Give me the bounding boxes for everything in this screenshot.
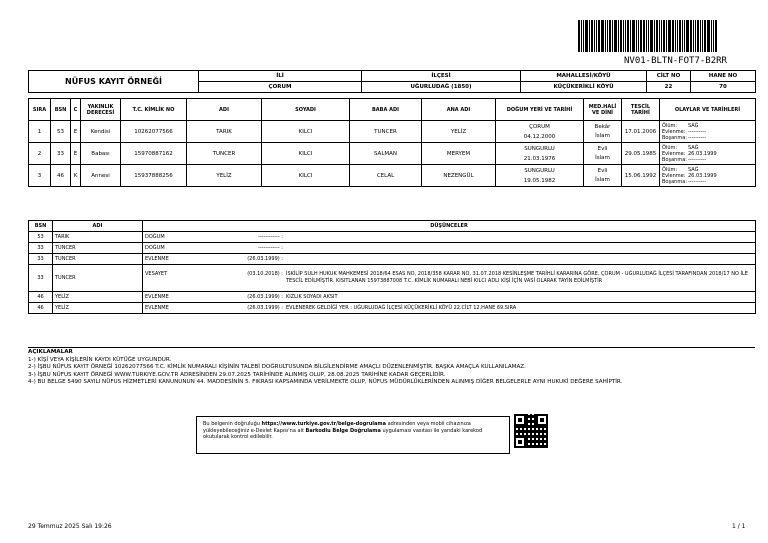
persons-table <box>28 98 756 187</box>
person-sira: 1 <box>29 121 51 143</box>
olay-line <box>662 179 753 185</box>
dogum-yeri: SUNGURLU <box>524 167 555 174</box>
person-tescil: 29.05.1985 <box>622 143 660 165</box>
ilce-label: İLÇESİ <box>362 71 521 82</box>
note-content <box>143 305 755 312</box>
barcode-bar <box>677 20 678 52</box>
olay-label: Evlenme: <box>662 150 686 157</box>
column-header: YAKINLIK DERECESİ <box>81 99 121 121</box>
barcode-bar <box>640 20 642 52</box>
person-sira: 2 <box>29 143 51 165</box>
olay-label: Ölüm: <box>662 122 678 129</box>
column-header: BSN <box>51 99 71 121</box>
note-bsn: 46 <box>29 292 53 303</box>
person-baba: SALMAN <box>350 143 422 165</box>
person-bsn: 53 <box>51 121 71 143</box>
verification-box <box>196 416 510 454</box>
person-ana: NEZENGÜL <box>422 165 496 187</box>
note-text: EVLENEREK GELDİĞİ YER : UĞURLUDAĞ İLÇESİ KÜÇÜKERİKLİ KÖYÜ 22.CİLT 12.HANE 69.SIRA <box>286 304 517 311</box>
notes-bsn-header: BSN <box>29 221 53 232</box>
column-header: TESCİL TARİHİ <box>622 99 660 121</box>
person-medeni-din <box>584 165 622 187</box>
person-bsn: 46 <box>51 165 71 187</box>
note-content <box>143 256 755 262</box>
note-dusunce <box>143 303 756 314</box>
barcode-bar <box>646 20 647 52</box>
dogum-tarihi: 21.03.1976 <box>523 155 556 162</box>
note-text <box>286 245 755 251</box>
verify-text-1: Bu belgenin doğruluğu <box>203 421 262 427</box>
person-yakinlik: Annesi <box>81 165 121 187</box>
olay-value: ---------- <box>688 128 707 135</box>
column-header: T.C. KİMLİK NO <box>121 99 187 121</box>
person-dogum <box>496 143 584 165</box>
persons-header-row <box>29 99 756 121</box>
barcode-bar <box>695 20 696 52</box>
person-tescil: 17.01.2006 <box>622 121 660 143</box>
cilt-value: 22 <box>647 82 691 93</box>
din: İslam <box>595 177 610 183</box>
note-adi: TARIK <box>53 232 143 243</box>
person-olaylar <box>660 143 756 165</box>
note-text <box>286 256 755 262</box>
note-type: EVLENME <box>143 256 226 262</box>
note-bsn: 33 <box>29 254 53 265</box>
barcode-bar <box>585 20 588 52</box>
barcode-bar <box>643 20 645 52</box>
note-row <box>29 243 756 254</box>
person-baba: CELAL <box>350 165 422 187</box>
note-dusunce <box>143 254 756 265</box>
note-type: VESAYET <box>143 271 226 285</box>
person-tc: 15970887162 <box>121 143 187 165</box>
note-bsn: 33 <box>29 265 53 292</box>
note-row <box>29 292 756 303</box>
note-row <box>29 265 756 292</box>
barcode-bar <box>578 20 580 52</box>
person-dogum <box>496 165 584 187</box>
header-table <box>28 70 756 93</box>
barcode-bar <box>713 20 714 52</box>
barcode-bar <box>625 20 626 52</box>
verify-text-2: adresinden veya mobil cihazınıza yükleyebileceğiniz e-Devlet Kapısı'na ait <box>203 421 471 434</box>
barcode-bar <box>612 20 613 52</box>
barcode-bar <box>679 20 681 52</box>
barcode-bar <box>636 20 637 52</box>
note-type: DOĞUM <box>143 234 226 240</box>
olay-label: Evlenme: <box>662 128 686 135</box>
note-date: (03.10.2018) : <box>247 271 283 277</box>
person-adi: YELİZ <box>187 165 262 187</box>
barcode-bar <box>627 20 629 52</box>
il-value: ÇORUM <box>199 82 362 93</box>
barcode-bar <box>693 20 694 52</box>
note-bsn: 46 <box>29 303 53 314</box>
note-type: EVLENME <box>143 305 226 312</box>
barcode-bar <box>682 20 683 52</box>
barcode-bar <box>620 20 622 52</box>
medeni-hal: Bekâr <box>594 124 611 130</box>
barcode-bar <box>605 20 606 52</box>
ilce-value: UĞURLUDAĞ (1850) <box>362 82 521 93</box>
person-olaylar <box>660 121 756 143</box>
note-bsn: 33 <box>29 243 53 254</box>
barcode-bar <box>704 20 706 52</box>
barcode-bar <box>581 20 582 52</box>
aciklama-item: 2-) İŞBU NÜFUS KAYIT ÖRNEĞİ 10262077566 T.C. KİMLİK NUMARALI KİŞİNİN TALEBİ DOĞRULTUSUNDA BİLGİLENDİRME AMAÇLI DÜZENLENMİŞTİR. BAŞKA AMAÇLA KULLANILAMAZ. <box>28 364 526 370</box>
note-type: EVLENME <box>143 294 226 301</box>
barcode-bar <box>675 20 676 52</box>
footer-page: 1 / 1 <box>732 523 746 530</box>
person-yakinlik: Kendisi <box>81 121 121 143</box>
notes-adi-header: ADI <box>53 221 143 232</box>
barcode-bar <box>663 20 665 52</box>
note-date: ------------ : <box>258 245 283 251</box>
barcode-bar <box>648 20 649 52</box>
person-row <box>29 165 756 187</box>
document-title: NÜFUS KAYIT ÖRNEĞİ <box>29 71 199 93</box>
note-content <box>143 271 755 285</box>
cilt-label: CİLT NO <box>647 71 691 82</box>
olay-value: SAĞ <box>688 122 699 129</box>
olay-label: Evlenme: <box>662 172 686 179</box>
person-medeni-din <box>584 143 622 165</box>
olay-value: ---------- <box>688 156 707 163</box>
barcode-bar <box>700 20 701 52</box>
person-c: K <box>71 165 81 187</box>
olay-value: 26.03.1999 <box>688 150 717 157</box>
note-content <box>143 234 755 240</box>
column-header: OLAYLAR VE TARİHLERİ <box>660 99 756 121</box>
olay-value: 26.03.1999 <box>688 172 717 179</box>
olay-label: Boşanma: <box>662 178 687 185</box>
note-dusunce <box>143 232 756 243</box>
hane-value: 70 <box>691 82 756 93</box>
person-sira: 3 <box>29 165 51 187</box>
note-adi: YELİZ <box>53 303 143 314</box>
note-adi: TUNCER <box>53 243 143 254</box>
olay-value: ---------- <box>688 134 707 141</box>
barcode-bar <box>596 20 597 52</box>
olay-label: Boşanma: <box>662 134 687 141</box>
dogum-yeri: SUNGURLU <box>524 145 555 152</box>
dogum-yeri: ÇORUM <box>529 123 550 130</box>
note-adi: TUNCER <box>53 254 143 265</box>
person-olaylar <box>660 165 756 187</box>
verify-text-3: uygulaması vasıtası ile yandaki karekod okutularak kontrol edilebilir. <box>203 427 483 440</box>
person-tc: 10262077566 <box>121 121 187 143</box>
mahalle-value: KÜÇÜKERİKLİ KÖYÜ <box>521 82 647 93</box>
olay-value: SAĞ <box>688 166 699 173</box>
barcode-bar <box>684 20 685 52</box>
person-c: E <box>71 121 81 143</box>
verify-app-name: Barkodlu Belge Doğrulama <box>305 427 381 434</box>
barcode-bar <box>654 20 655 52</box>
barcode-bar <box>591 20 593 52</box>
document-code: NV01-BLTN-FOT7-B2RR <box>624 56 727 66</box>
person-tc: 15937888256 <box>121 165 187 187</box>
barcode-bar <box>672 20 674 52</box>
note-type: DOĞUM <box>143 245 226 251</box>
barcode-bar <box>668 20 671 52</box>
note-date: (26.03.1999) : <box>247 293 283 300</box>
barcode-bar <box>690 20 692 52</box>
column-header: SOYADI <box>262 99 350 121</box>
barcode-bar <box>594 20 595 52</box>
person-c: E <box>71 143 81 165</box>
person-soyadi: KILCI <box>262 121 350 143</box>
barcode-bar <box>659 20 660 52</box>
person-bsn: 33 <box>51 143 71 165</box>
person-dogum <box>496 121 584 143</box>
barcode-bar <box>686 20 689 52</box>
column-header: ADI <box>187 99 262 121</box>
note-dusunce <box>143 265 756 292</box>
notes-dusunceler-header: DÜŞÜNCELER <box>143 221 756 232</box>
hane-label: HANE NO <box>691 71 756 82</box>
person-baba: TUNCER <box>350 121 422 143</box>
barcode-bar <box>632 20 635 52</box>
barcode-bar <box>715 20 717 52</box>
dogum-tarihi: 19.05.1982 <box>523 177 556 184</box>
note-row <box>29 303 756 314</box>
medeni-hal: Evli <box>597 168 608 174</box>
barcode <box>578 20 718 52</box>
aciklama-item: 4-) BU BELGE 5490 SAYILI NÜFUS HİZMETLERİ KANUNUNUN 44. MADDESİNİN 5. FIKRASI KAPSAMINDA VERİLMEKTE OLUP, NÜFUS MÜDÜRLÜKLERİNDEN ALINMIŞ DİĞER BELGELERLE AYNI HUKUKİ DEĞERE SAHİPTİR. <box>28 379 623 385</box>
note-row <box>29 232 756 243</box>
olay-value: ---------- <box>688 178 707 185</box>
note-content <box>143 294 755 301</box>
note-dusunce <box>143 243 756 254</box>
barcode-bar <box>638 20 639 52</box>
olay-value: SAĞ <box>688 144 699 151</box>
footer-date: 29 Temmuz 2025 Salı 19:26 <box>28 523 112 530</box>
din: İslam <box>595 155 610 161</box>
note-date: (26.03.1999) : <box>247 256 283 262</box>
verify-link[interactable]: https://www.turkiye.gov.tr/belge-dogrulama <box>261 421 386 427</box>
column-header: BABA ADI <box>350 99 422 121</box>
barcode-bar <box>661 20 662 52</box>
olay-line <box>662 135 753 141</box>
barcode-bar <box>623 20 624 52</box>
person-ana: MERYEM <box>422 143 496 165</box>
person-soyadi: KILCI <box>262 165 350 187</box>
person-tescil: 15.06.1992 <box>622 165 660 187</box>
note-row <box>29 254 756 265</box>
note-adi: YELİZ <box>53 292 143 303</box>
dogum-tarihi: 04.12.2000 <box>523 133 556 140</box>
barcode-bar <box>598 20 600 52</box>
aciklama-item: 1-) KİŞİ VEYA KİŞİLERİN KAYDI KÜTÜĞE UYGUNDUR. <box>28 356 172 363</box>
note-text: KIZLIK SOYADI AKSIT <box>286 293 338 300</box>
note-date: ------------ : <box>258 234 283 240</box>
person-yakinlik: Babası <box>81 143 121 165</box>
note-dusunce <box>143 292 756 303</box>
notes-table <box>28 220 756 314</box>
barcode-bar <box>666 20 667 52</box>
aciklamalar-section <box>28 347 755 387</box>
barcode-bar <box>697 20 699 52</box>
person-ana: YELİZ <box>422 121 496 143</box>
column-header: MED.HALİ VE DİNİ <box>584 99 622 121</box>
barcode-bar <box>618 20 619 52</box>
person-adi: TARIK <box>187 121 262 143</box>
note-text: İSKİLİP SULH HUKUK MAHKEMESİ 2018/64 ESAS NO, 2018/358 KARAR NO, 31.07.2018 KESİNLEŞME TARİHLİ KARARINA GÖRE, ÇORUM - UĞURLUDAĞ İLÇESİ TARAFINDAN 2018/17 NO İLE TESCİL EDİLMİŞTİR. KISITLANAN 15973887008 T.C. KİMLİK NUMARALI NEBİ KILCI ADLI KİŞİ İÇİN VASİ OLARAK TAYİN EDİLMİŞTİR <box>286 271 748 284</box>
note-content <box>143 245 755 251</box>
barcode-bar <box>630 20 631 52</box>
barcode-bar <box>583 20 584 52</box>
person-row <box>29 143 756 165</box>
barcode-bar <box>656 20 658 52</box>
aciklama-item: 3-) İŞBU NÜFUS KAYIT ÖRNEĞİ WWW.TURKIYE.GOV.TR ADRESİNDEN 29.07.2025 TARİHİNDE ALINMIŞ OLUP, 28.08.2025 TARİHİNE KADAR GEÇERLİDİR. <box>28 371 446 378</box>
il-label: İLİ <box>199 71 362 82</box>
olay-label: Ölüm: <box>662 166 678 173</box>
barcode-bar <box>607 20 608 52</box>
barcode-bar <box>707 20 710 52</box>
column-header: DOĞUM YERİ VE TARİHİ <box>496 99 584 121</box>
note-text <box>286 234 755 240</box>
person-soyadi: KILCI <box>262 143 350 165</box>
note-date: (26.03.1999) : <box>247 304 283 311</box>
qr-code[interactable] <box>514 414 548 448</box>
din: İslam <box>595 133 610 139</box>
medeni-hal: Evli <box>597 146 608 152</box>
olay-label: Ölüm: <box>662 144 678 151</box>
person-row <box>29 121 756 143</box>
barcode-bar <box>711 20 712 52</box>
barcode-bar <box>601 20 604 52</box>
person-adi: TUNCER <box>187 143 262 165</box>
note-bsn: 53 <box>29 232 53 243</box>
aciklamalar-title: AÇIKLAMALAR <box>28 349 73 355</box>
barcode-bar <box>609 20 611 52</box>
column-header: SIRA <box>29 99 51 121</box>
person-medeni-din <box>584 121 622 143</box>
note-adi: TUNCER <box>53 265 143 292</box>
barcode-bar <box>702 20 703 52</box>
mahalle-label: MAHALLESİ/KÖYÜ <box>521 71 647 82</box>
olay-label: Boşanma: <box>662 156 687 163</box>
barcode-bar <box>614 20 617 52</box>
column-header: ANA ADI <box>422 99 496 121</box>
barcode-bar <box>589 20 590 52</box>
olay-line <box>662 157 753 163</box>
column-header: C <box>71 99 81 121</box>
barcode-bar <box>650 20 653 52</box>
